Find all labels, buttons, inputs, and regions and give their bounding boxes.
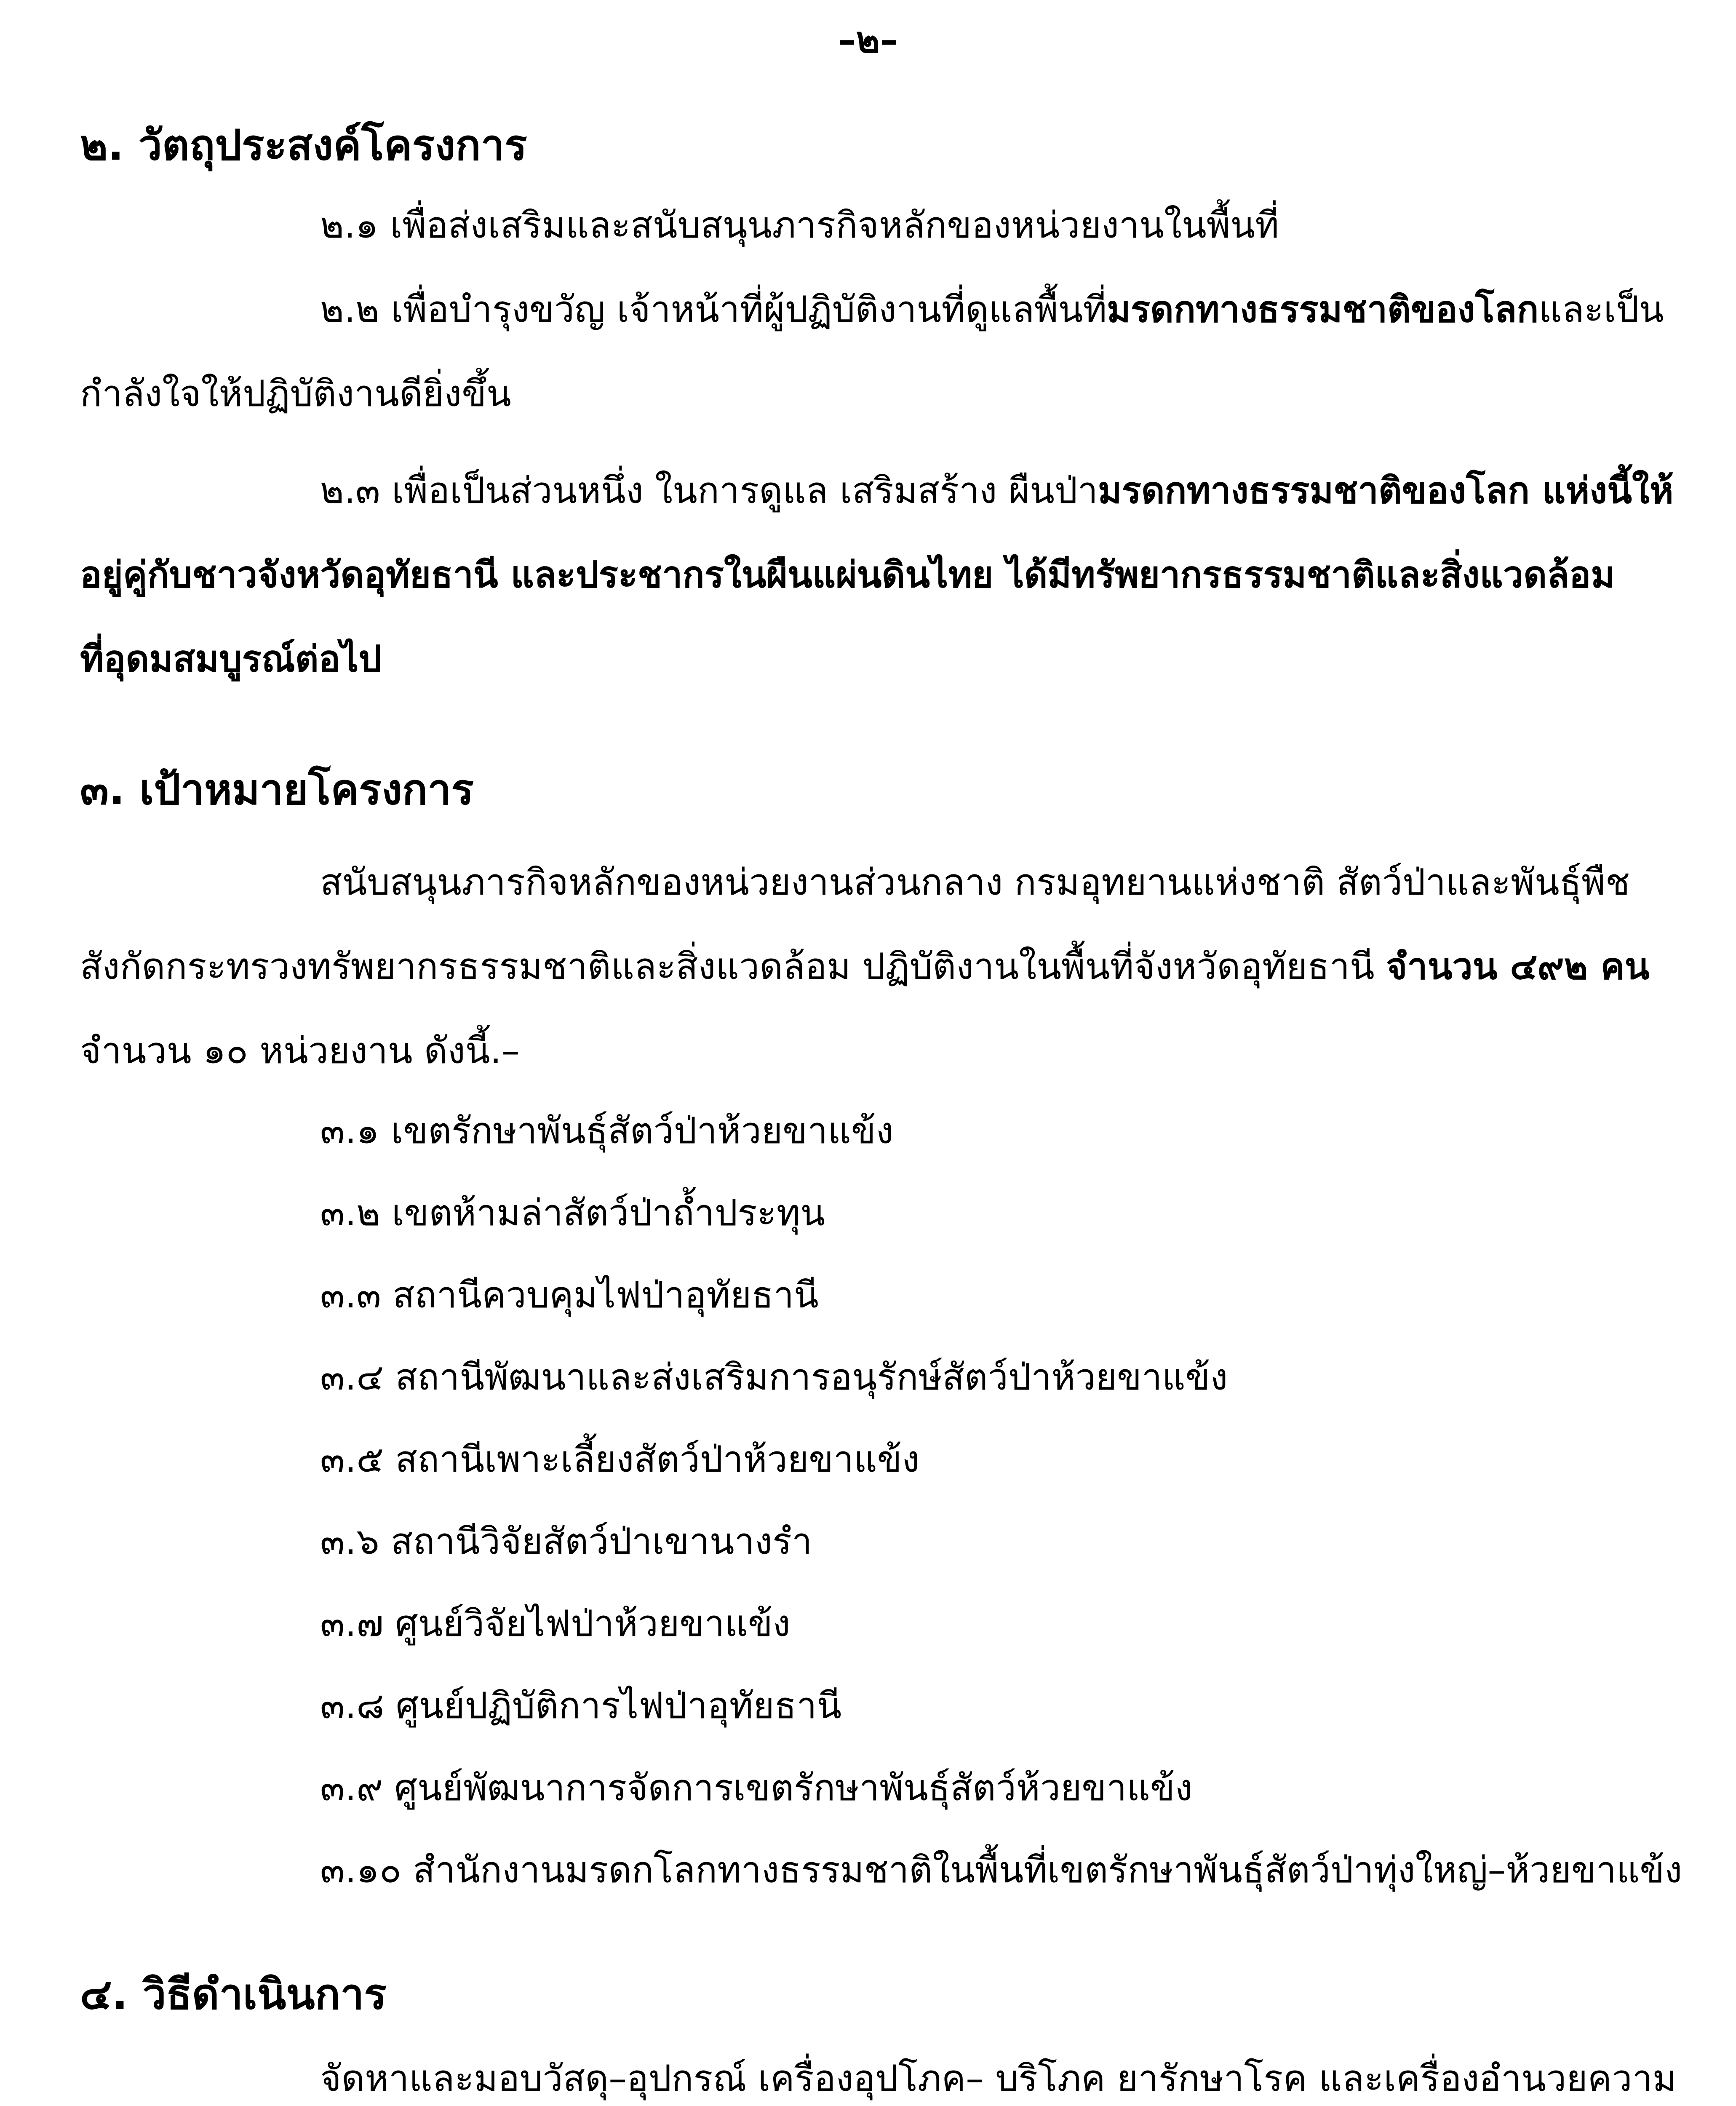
- target-paragraph-text-a: สังกัดกระทรวงทรัพยากรธรรมชาติและสิ่งแวดล้อม ปฏิบัติงานในพื้นที่จังหวัดอุทัยธานี: [80, 946, 1375, 988]
- objective-2-2-line-1: [320, 286, 1664, 333]
- target-unit-1: ๓.๑ เขตรักษาพันธุ์สัตว์ป่าห้วยขาแข้ง: [320, 1110, 894, 1152]
- section-3-heading: ๓. เป้าหมายโครงการ: [80, 765, 474, 814]
- section-4-heading: ๔. วิธีดำเนินการ: [80, 1970, 387, 2019]
- section-2-heading: ๒. วัตถุประสงค์โครงการ: [80, 120, 527, 170]
- objective-2-2-text-a: ๒.๒ เพื่อบำรุงขวัญ เจ้าหน้าที่ผู้ปฏิบัติงานที่ดูแลพื้นที่: [320, 289, 1107, 331]
- target-unit-2: ๓.๒ เขตห้ามล่าสัตว์ป่าถ้ำประทุน: [320, 1192, 825, 1234]
- objective-2-2-line-2: กำลังใจให้ปฏิบัติงานดียิ่งขึ้น: [80, 373, 511, 415]
- objective-2-3-bold: มรดกทางธรรมชาติของโลก แห่งนี้ให้: [1098, 470, 1674, 512]
- target-unit-10: ๓.๑๐ สำนักงานมรดกโลกทางธรรมชาติในพื้นที่เขตรักษาพันธุ์สัตว์ป่าทุ่งใหญ่–ห้วยขาแข้ง: [320, 1849, 1683, 1891]
- page-number: –๒–: [838, 19, 898, 61]
- target-paragraph-line-3: จำนวน ๑๐ หน่วยงาน ดังนี้.–: [80, 1030, 520, 1072]
- target-unit-7: ๓.๗ ศูนย์วิจัยไฟป่าห้วยขาแข้ง: [320, 1603, 791, 1645]
- objective-2-3-text-a: ๒.๓ เพื่อเป็นส่วนหนึ่ง ในการดูแล เสริมสร้าง ผืนป่า: [320, 470, 1098, 512]
- target-paragraph-line-2: [80, 943, 1650, 990]
- objective-2-1: ๒.๑ เพื่อส่งเสริมและสนับสนุนภารกิจหลักของหน่วยงานในพื้นที่: [320, 204, 1279, 246]
- target-unit-8: ๓.๘ ศูนย์ปฏิบัติการไฟป่าอุทัยธานี: [320, 1685, 842, 1727]
- objective-2-2-text-b: และเป็น: [1538, 289, 1664, 331]
- objective-2-2-bold: มรดกทางธรรมชาติของโลก: [1107, 289, 1539, 331]
- target-paragraph-line-1: สนับสนุนภารกิจหลักของหน่วยงานส่วนกลาง กรมอุทยานแห่งชาติ สัตว์ป่าและพันธุ์พืช: [320, 861, 1630, 903]
- target-unit-9: ๓.๙ ศูนย์พัฒนาการจัดการเขตรักษาพันธุ์สัตว์ห้วยขาแข้ง: [320, 1767, 1193, 1809]
- target-unit-3: ๓.๓ สถานีควบคุมไฟป่าอุทัยธานี: [320, 1274, 819, 1316]
- objective-2-3-line-1: [320, 468, 1674, 514]
- target-unit-6: ๓.๖ สถานีวิจัยสัตว์ป่าเขานางรำ: [320, 1521, 812, 1563]
- target-unit-4: ๓.๔ สถานีพัฒนาและส่งเสริมการอนุรักษ์สัตว์ป่าห้วยขาแข้ง: [320, 1356, 1228, 1398]
- target-headcount: จำนวน ๔๙๒ คน: [1386, 946, 1650, 988]
- target-unit-5: ๓.๕ สถานีเพาะเลี้ยงสัตว์ป่าห้วยขาแข้ง: [320, 1438, 920, 1481]
- method-paragraph-line-1: จัดหาและมอบวัสดุ–อุปกรณ์ เครื่องอุปโภค– บริโภค ยารักษาโรค และเครื่องอำนวยความ: [320, 2058, 1677, 2100]
- objective-2-3-line-3: ที่อุดมสมบูรณ์ต่อไป: [80, 638, 382, 680]
- objective-2-3-line-2: อยู่คู่กับชาวจังหวัดอุทัยธานี และประชากรในผืนแผ่นดินไทย ได้มีทรัพยากรธรรมชาติและสิ่งแวดล้อม: [80, 554, 1615, 596]
